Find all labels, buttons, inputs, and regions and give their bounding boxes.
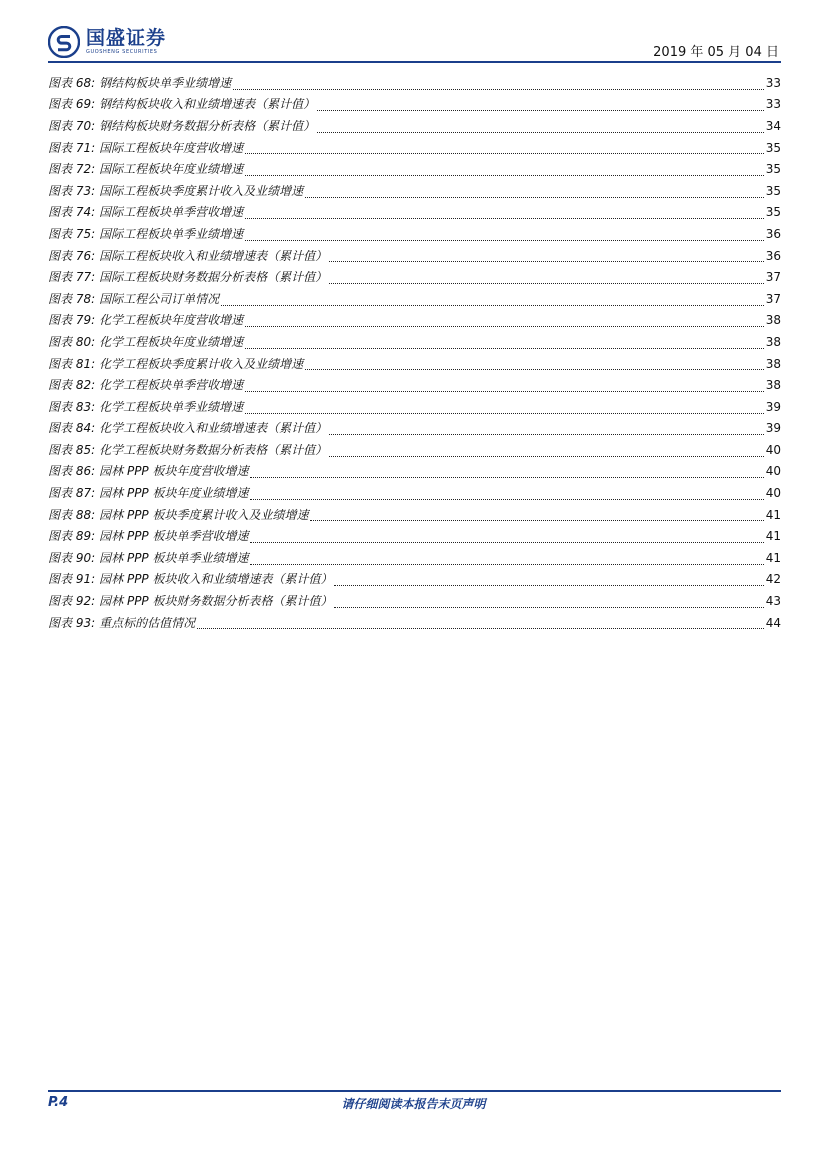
toc-entry-label: 图表 75: (48, 226, 96, 241)
toc-leader-dots (334, 584, 763, 586)
toc-entry-page: 43 (765, 594, 781, 609)
toc-leader-dots (233, 88, 764, 90)
footer-divider (48, 1090, 781, 1092)
toc-entry-title: 化学工程板块收入和业绩增速表（累计值） (99, 421, 328, 436)
toc-entry-label: 图表 68: (48, 75, 96, 90)
toc-entry[interactable] (48, 158, 781, 180)
toc-leader-dots (250, 498, 763, 500)
toc-entry-label: 图表 70: (48, 118, 96, 133)
toc-entry-title: 化学工程板块单季营收增速 (99, 378, 244, 393)
toc-entry-title: 园林 PPP 板块季度累计收入及业绩增速 (99, 507, 309, 522)
toc-entry-label: 图表 71: (48, 140, 96, 155)
toc-entry-label: 图表 82: (48, 378, 96, 393)
toc-leader-dots (245, 174, 764, 176)
toc-leader-dots (329, 282, 764, 284)
toc-leader-dots (250, 476, 763, 478)
toc-entry-page: 38 (765, 378, 781, 393)
toc-entry-page: 39 (765, 421, 781, 436)
toc-entry-label: 图表 74: (48, 205, 96, 220)
toc-entry[interactable] (48, 504, 781, 526)
toc-entry-label: 图表 76: (48, 248, 96, 263)
toc-entry-label: 图表 73: (48, 183, 96, 198)
toc-entry-label: 图表 80: (48, 334, 96, 349)
page-header (0, 0, 827, 70)
toc-leader-dots (245, 390, 764, 392)
toc-entry-page: 37 (765, 270, 781, 285)
toc-leader-dots (245, 217, 764, 219)
toc-leader-dots (250, 563, 763, 565)
toc-entry-label: 图表 86: (48, 464, 96, 479)
toc-entry-page: 44 (765, 615, 781, 630)
company-logo (48, 26, 167, 58)
toc-leader-dots (305, 196, 764, 198)
toc-leader-dots (245, 347, 764, 349)
toc-entry-page: 35 (765, 205, 781, 220)
toc-entry-label: 图表 85: (48, 442, 96, 457)
toc-entry[interactable] (48, 137, 781, 159)
toc-entry[interactable] (48, 353, 781, 375)
toc-entry[interactable] (48, 547, 781, 569)
toc-entry[interactable] (48, 525, 781, 547)
toc-entry-title: 钢结构板块财务数据分析表格（累计值） (99, 118, 316, 133)
toc-entry[interactable] (48, 439, 781, 461)
toc-entry-label: 图表 84: (48, 421, 96, 436)
toc-entry[interactable] (48, 396, 781, 418)
toc-entry-title: 化学工程板块年度业绩增速 (99, 334, 244, 349)
toc-entry-label: 图表 77: (48, 270, 96, 285)
toc-leader-dots (197, 627, 764, 629)
toc-entry-page: 35 (765, 183, 781, 198)
toc-entry-page: 34 (765, 118, 781, 133)
toc-list (48, 72, 781, 633)
toc-entry-title: 钢结构板块收入和业绩增速表（累计值） (99, 97, 316, 112)
toc-entry-label: 图表 92: (48, 594, 96, 609)
toc-entry-title: 化学工程板块季度累计收入及业绩增速 (99, 356, 304, 371)
toc-entry-label: 图表 69: (48, 97, 96, 112)
toc-entry-title: 园林 PPP 板块收入和业绩增速表（累计值） (99, 572, 333, 587)
toc-entry-title: 园林 PPP 板块年度营收增速 (99, 464, 249, 479)
toc-entry-label: 图表 88: (48, 507, 96, 522)
toc-entry-title: 国际工程板块单季营收增速 (99, 205, 244, 220)
toc-entry-page: 40 (765, 442, 781, 457)
toc-entry-title: 化学工程板块单季业绩增速 (99, 399, 244, 414)
page-number: P.4 (48, 1095, 69, 1110)
toc-leader-dots (250, 541, 763, 543)
toc-entry-label: 图表 78: (48, 291, 96, 306)
toc-entry[interactable] (48, 569, 781, 591)
toc-entry[interactable] (48, 180, 781, 202)
report-date: 2019 年 05 月 04 日 (653, 45, 779, 60)
toc-entry[interactable] (48, 310, 781, 332)
toc-entry[interactable] (48, 115, 781, 137)
toc-entry-title: 国际工程板块年度营收增速 (99, 140, 244, 155)
toc-entry-label: 图表 87: (48, 486, 96, 501)
toc-entry-title: 国际工程板块季度累计收入及业绩增速 (99, 183, 304, 198)
toc-entry-page: 41 (765, 529, 781, 544)
toc-entry-page: 41 (765, 550, 781, 565)
toc-entry-page: 38 (765, 356, 781, 371)
toc-entry-page: 42 (765, 572, 781, 587)
toc-entry[interactable] (48, 288, 781, 310)
toc-entry[interactable] (48, 374, 781, 396)
toc-leader-dots (329, 260, 764, 262)
toc-entry-page: 37 (765, 291, 781, 306)
toc-entry-label: 图表 83: (48, 399, 96, 414)
toc-entry[interactable] (48, 94, 781, 116)
toc-entry-title: 钢结构板块单季业绩增速 (99, 75, 232, 90)
toc-entry-title: 园林 PPP 板块单季营收增速 (99, 529, 249, 544)
toc-entry-title: 园林 PPP 板块年度业绩增速 (99, 486, 249, 501)
toc-entry-title: 重点标的估值情况 (99, 615, 196, 630)
toc-leader-dots (329, 433, 764, 435)
toc-entry-label: 图表 90: (48, 550, 96, 565)
toc-entry-title: 园林 PPP 板块财务数据分析表格（累计值） (99, 594, 333, 609)
toc-entry-label: 图表 72: (48, 162, 96, 177)
toc-entry-page: 40 (765, 486, 781, 501)
logo-mark-icon (48, 26, 80, 58)
toc-leader-dots (305, 368, 764, 370)
toc-entry-page: 41 (765, 507, 781, 522)
toc-entry-page: 33 (765, 75, 781, 90)
toc-entry-label: 图表 91: (48, 572, 96, 587)
toc-entry[interactable] (48, 331, 781, 353)
toc-entry-title: 国际工程板块财务数据分析表格（累计值） (99, 270, 328, 285)
toc-entry-label: 图表 79: (48, 313, 96, 328)
toc-leader-dots (221, 304, 764, 306)
toc-leader-dots (334, 606, 763, 608)
toc-leader-dots (317, 109, 764, 111)
toc-entry[interactable] (48, 482, 781, 504)
toc-entry-title: 化学工程板块年度营收增速 (99, 313, 244, 328)
toc-entry-label: 图表 89: (48, 529, 96, 544)
toc-leader-dots (329, 455, 764, 457)
toc-entry-label: 图表 81: (48, 356, 96, 371)
toc-entry[interactable] (48, 612, 781, 634)
toc-entry-title: 化学工程板块财务数据分析表格（累计值） (99, 442, 328, 457)
toc-entry-page: 35 (765, 140, 781, 155)
toc-leader-dots (245, 152, 764, 154)
toc-entry[interactable] (48, 223, 781, 245)
toc-entry-page: 40 (765, 464, 781, 479)
toc-entry-label: 图表 93: (48, 615, 96, 630)
toc-entry[interactable] (48, 418, 781, 440)
toc-entry[interactable] (48, 590, 781, 612)
toc-entry[interactable] (48, 72, 781, 94)
toc-entry-page: 35 (765, 162, 781, 177)
toc-leader-dots (245, 325, 764, 327)
disclaimer-note: 请仔细阅读本报告末页声明 (341, 1097, 486, 1111)
logo-text: 国盛证券 (86, 27, 167, 49)
toc-entry-page: 38 (765, 313, 781, 328)
toc-entry[interactable] (48, 266, 781, 288)
toc-entry[interactable] (48, 202, 781, 224)
toc-entry-page: 36 (765, 248, 781, 263)
toc-leader-dots (317, 131, 764, 133)
toc-entry[interactable] (48, 245, 781, 267)
toc-entry-title: 国际工程板块收入和业绩增速表（累计值） (99, 248, 328, 263)
toc-entry[interactable] (48, 461, 781, 483)
toc-leader-dots (310, 519, 763, 521)
toc-entry-page: 36 (765, 226, 781, 241)
toc-entry-page: 33 (765, 97, 781, 112)
toc-leader-dots (245, 239, 764, 241)
header-divider (48, 61, 781, 63)
toc-entry-page: 38 (765, 334, 781, 349)
toc-entry-page: 39 (765, 399, 781, 414)
toc-entry-title: 国际工程公司订单情况 (99, 291, 220, 306)
toc-entry-title: 园林 PPP 板块单季业绩增速 (99, 550, 249, 565)
toc-entry-title: 国际工程板块单季业绩增速 (99, 226, 244, 241)
toc-leader-dots (245, 412, 764, 414)
toc-entry-title: 国际工程板块年度业绩增速 (99, 162, 244, 177)
logo-subtext: GUOSHENG SECURITIES (86, 49, 158, 55)
